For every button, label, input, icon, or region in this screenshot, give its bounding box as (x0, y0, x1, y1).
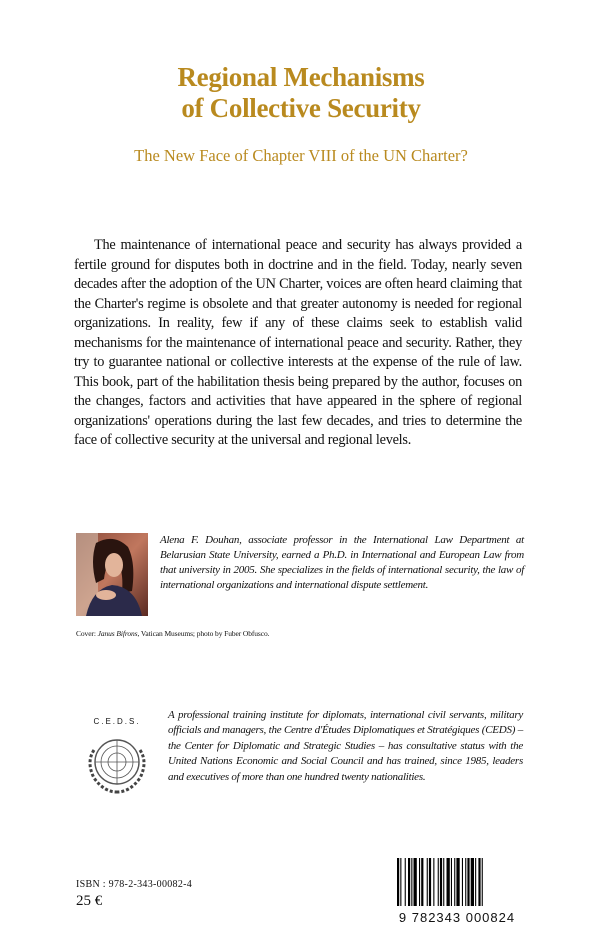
author-bio: Alena F. Douhan, associate professor in the International Law Department at Belarusian State University, earned a Ph.D. in International and European Law from that university in 2005. She specializes in the fields of international security, the law of international organizations and international dispute settlement. (160, 534, 524, 591)
barcode-bar (400, 858, 401, 906)
barcode-number: 9 782343 000824 (398, 910, 516, 925)
barcode-bar (427, 858, 428, 906)
barcode-bar (456, 858, 459, 906)
cover-credit-prefix: Cover: (76, 629, 98, 638)
barcode-bar (447, 858, 450, 906)
barcode-bar (478, 858, 480, 906)
barcode-bar (471, 858, 474, 906)
barcode-bar (414, 858, 417, 906)
institute-description: A professional training institute for diplomats, international civil servants, military officials and managers, the Centre d'Études Diplomatiques et Stratégiques (CEDS) – the Center for Diplomatic and Strategic Studies – has consultative status with the United Nations Economic and Social Council and has trained, since 1985, leaders and executives of more than one hundred twenty nationalities. (168, 709, 523, 783)
author-photo (76, 533, 148, 616)
barcode-bar (438, 858, 439, 906)
un-emblem-icon (90, 740, 144, 792)
barcode-bar (397, 858, 399, 906)
barcode-bar (482, 858, 483, 906)
cover-credit-suffix: , Vatican Museums; photo by Fuber Obfusco. (137, 629, 270, 638)
barcode (389, 856, 526, 926)
barcode-bar (440, 858, 442, 906)
price: 25 € (76, 893, 103, 909)
barcode-bar (454, 858, 455, 906)
barcode-bar (429, 858, 431, 906)
ceds-logo-text: C.E.D.S. (93, 717, 141, 726)
title-line-2: of Collective Security (181, 93, 421, 123)
book-title (0, 62, 602, 124)
barcode-bar (408, 858, 410, 906)
barcode-bar (475, 858, 476, 906)
barcode-bars (397, 858, 483, 906)
barcode-bar (421, 858, 423, 906)
barcode-bar (465, 858, 466, 906)
barcode-bar (411, 858, 412, 906)
barcode-bar (451, 858, 452, 906)
book-subtitle: The New Face of Chapter VIII of the UN Charter? (134, 146, 468, 165)
isbn: ISBN : 978-2-343-00082-4 (76, 879, 193, 890)
ceds-logo (74, 712, 160, 798)
title-line-1: Regional Mechanisms (177, 62, 425, 92)
cover-credit (76, 629, 516, 638)
author-portrait-image (76, 533, 148, 616)
barcode-bar (443, 858, 444, 906)
barcode-bar (433, 858, 434, 906)
barcode-bar (462, 858, 463, 906)
cover-credit-work: Janus Bifrons (97, 629, 138, 638)
barcode-bar (419, 858, 420, 906)
barcode-bar (467, 858, 469, 906)
barcode-bar (405, 858, 406, 906)
book-blurb: The maintenance of international peace and security has always provided a fertile ground for disputes both in doctrine and in the field. Today, nearly seven decades after the adoption of the UN Charter, voices are often heard claiming that the Charter's regime is obsolete and that greater autonomy is needed for regional organizations. In reality, few if any of these claims seek to establish valid mechanisms for the maintenance of international peace and security. Rather, they try to guarantee national or collective interests at the expense of the rule of law. This book, part of the habilitation thesis being prepared by the author, focuses on the changes, factors and activities that have appeared in the sphere of regional organizations' operations during the last few decades, and tries to determine the face of collective security at the universal and regional levels. (74, 237, 522, 448)
